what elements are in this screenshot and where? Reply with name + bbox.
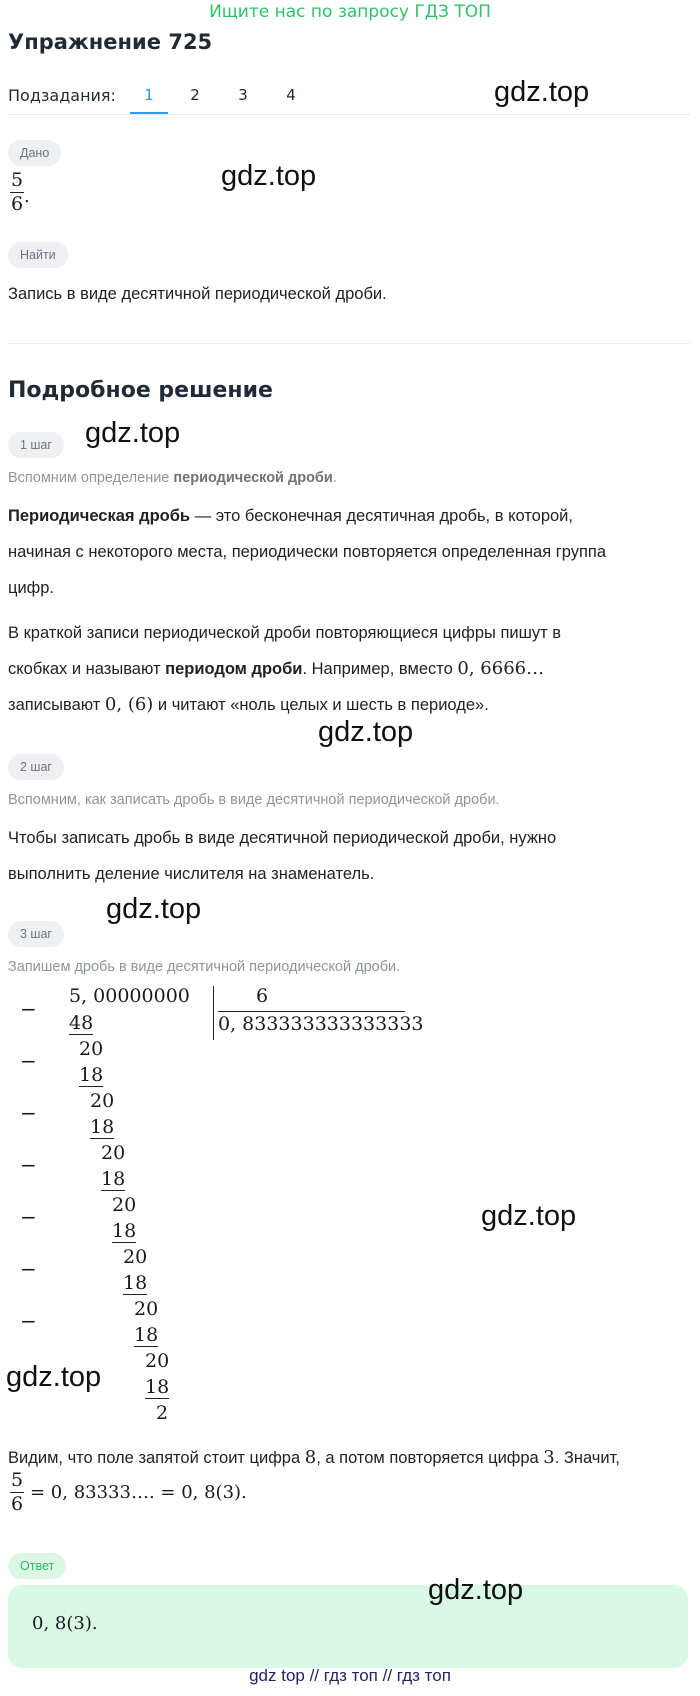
subtrahend: 18 bbox=[112, 1220, 137, 1242]
division-horizontal-line bbox=[218, 1011, 405, 1012]
given-fraction bbox=[10, 170, 30, 215]
watermark: gdz.top bbox=[481, 1200, 577, 1232]
given-punct: . bbox=[24, 186, 30, 207]
step-2-line-1: Чтобы записать дробь в виде десятичной периодической дроби, нужно bbox=[8, 829, 557, 847]
remainder: 20 bbox=[79, 1038, 104, 1060]
step-1-hint bbox=[8, 470, 337, 486]
minus-sign: − bbox=[20, 1205, 37, 1229]
step-2-badge: 2 шаг bbox=[8, 754, 64, 780]
tab-subtask-3[interactable]: 3 bbox=[238, 86, 248, 104]
notation-line-3-post: и читают «ноль целых и шесть в периоде». bbox=[153, 696, 489, 714]
notation-line-1: В краткой записи периодической дроби повторяющиеся цифры пишут в bbox=[8, 624, 561, 642]
answer-badge: Ответ bbox=[8, 1553, 66, 1579]
notation-line-2-post: . Например, вместо bbox=[302, 660, 458, 678]
minus-sign: − bbox=[20, 1049, 37, 1073]
watermark: gdz.top bbox=[85, 417, 181, 449]
remainder: 20 bbox=[112, 1194, 137, 1216]
conclusion-digit-3: 3 bbox=[543, 1447, 555, 1468]
step-2-line-2: выполнить деление числителя на знаменатель. bbox=[8, 865, 375, 883]
notation-line-3-pre: записывают bbox=[8, 696, 105, 714]
minus-sign: − bbox=[20, 1257, 37, 1281]
remainder: 20 bbox=[101, 1142, 126, 1164]
subtrahend: 18 bbox=[90, 1116, 115, 1138]
definition-line-2: начиная с некоторого места, периодически повторяется определенная группа bbox=[8, 543, 607, 561]
answer-box bbox=[8, 1585, 688, 1668]
footer-links[interactable]: gdz top // гдз топ // гдз топ bbox=[249, 1666, 451, 1685]
step-3-hint: Запишем дробь в виде десятичной периодической дроби. bbox=[8, 959, 401, 975]
divisor: 6 bbox=[256, 985, 269, 1007]
conclusion-post: . Значит, bbox=[554, 1449, 620, 1467]
given-numerator: 5 bbox=[10, 169, 24, 191]
watermark: gdz.top bbox=[428, 1574, 524, 1606]
hint-text: Вспомним определение bbox=[8, 470, 174, 486]
subtrahend: 18 bbox=[134, 1324, 159, 1346]
find-badge: Найти bbox=[8, 242, 68, 268]
active-tab-indicator bbox=[130, 112, 168, 114]
remainder: 20 bbox=[134, 1298, 159, 1320]
final-remainder: 2 bbox=[156, 1402, 169, 1424]
tab-subtask-2[interactable]: 2 bbox=[190, 86, 200, 104]
step-2-text bbox=[8, 820, 693, 892]
remainder: 20 bbox=[145, 1350, 170, 1372]
result-numerator: 5 bbox=[10, 1469, 24, 1491]
minus-sign: − bbox=[20, 1309, 37, 1333]
subtasks-label: Подзадания: bbox=[8, 86, 116, 105]
conclusion-digit-8: 8 bbox=[304, 1447, 317, 1468]
definition-line-1: — это бесконечная десятичная дробь, в которой, bbox=[190, 507, 573, 525]
watermark: gdz.top bbox=[318, 716, 414, 748]
tab-subtask-4[interactable]: 4 bbox=[286, 86, 296, 104]
solution-title: Подробное решение bbox=[8, 378, 273, 403]
find-text: Запись в виде десятичной периодической дроби. bbox=[8, 285, 387, 303]
definition-term: Периодическая дробь bbox=[8, 507, 191, 525]
conclusion-mid: , а потом повторяется цифра bbox=[316, 1449, 544, 1467]
watermark: gdz.top bbox=[494, 76, 590, 108]
remainder: 20 bbox=[123, 1246, 148, 1268]
step-3-badge: 3 шаг bbox=[8, 921, 64, 947]
step-1-notation bbox=[8, 615, 693, 723]
subtrahend: 18 bbox=[101, 1168, 126, 1190]
hint-term: периодической дроби bbox=[173, 470, 333, 486]
watermark: gdz.top bbox=[221, 160, 317, 192]
result-expression: = 0, 83333…. = 0, 8(3). bbox=[30, 1482, 247, 1503]
subtrahend: 48 bbox=[69, 1012, 94, 1034]
minus-sign: − bbox=[20, 997, 37, 1021]
math-example-short: 0, (6) bbox=[104, 694, 154, 715]
hint-punct: . bbox=[332, 470, 337, 486]
tabs-divider bbox=[8, 114, 690, 115]
math-example-long: 0, 6666… bbox=[457, 658, 545, 679]
result-equation bbox=[10, 1470, 247, 1515]
step-1-badge: 1 шаг bbox=[8, 432, 64, 458]
tab-subtask-1[interactable]: 1 bbox=[144, 86, 154, 104]
step-1-definition bbox=[8, 498, 693, 606]
minus-sign: − bbox=[20, 1153, 37, 1177]
watermark: gdz.top bbox=[6, 1361, 102, 1393]
dividend: 5, 00000000 bbox=[69, 985, 190, 1007]
given-badge: Дано bbox=[8, 140, 61, 166]
subtrahend: 18 bbox=[123, 1272, 148, 1294]
subtrahend: 18 bbox=[145, 1376, 170, 1398]
step-2-hint: Вспомним, как записать дробь в виде десятичной периодической дроби. bbox=[8, 792, 500, 808]
definition-line-3: цифр. bbox=[8, 579, 55, 597]
watermark: gdz.top bbox=[106, 893, 202, 925]
result-denominator: 6 bbox=[10, 1493, 24, 1515]
notation-line-2-pre: скобках и называют bbox=[8, 660, 166, 678]
notation-term: периодом дроби bbox=[165, 660, 303, 678]
conclusion-pre: Видим, что поле запятой стоит цифра bbox=[8, 1449, 305, 1467]
minus-sign: − bbox=[20, 1101, 37, 1125]
remainder: 20 bbox=[90, 1090, 115, 1112]
subtrahend: 18 bbox=[79, 1064, 104, 1086]
search-banner[interactable]: Ищите нас по запросу ГДЗ ТОП bbox=[209, 2, 491, 22]
division-vertical-line bbox=[213, 986, 214, 1040]
page-title: Упражнение 725 bbox=[8, 30, 213, 54]
quotient: 0, 833333333333333 bbox=[218, 1013, 424, 1035]
section-divider bbox=[8, 343, 690, 344]
answer-value: 0, 8(3). bbox=[32, 1613, 98, 1634]
given-denominator: 6 bbox=[10, 193, 24, 215]
